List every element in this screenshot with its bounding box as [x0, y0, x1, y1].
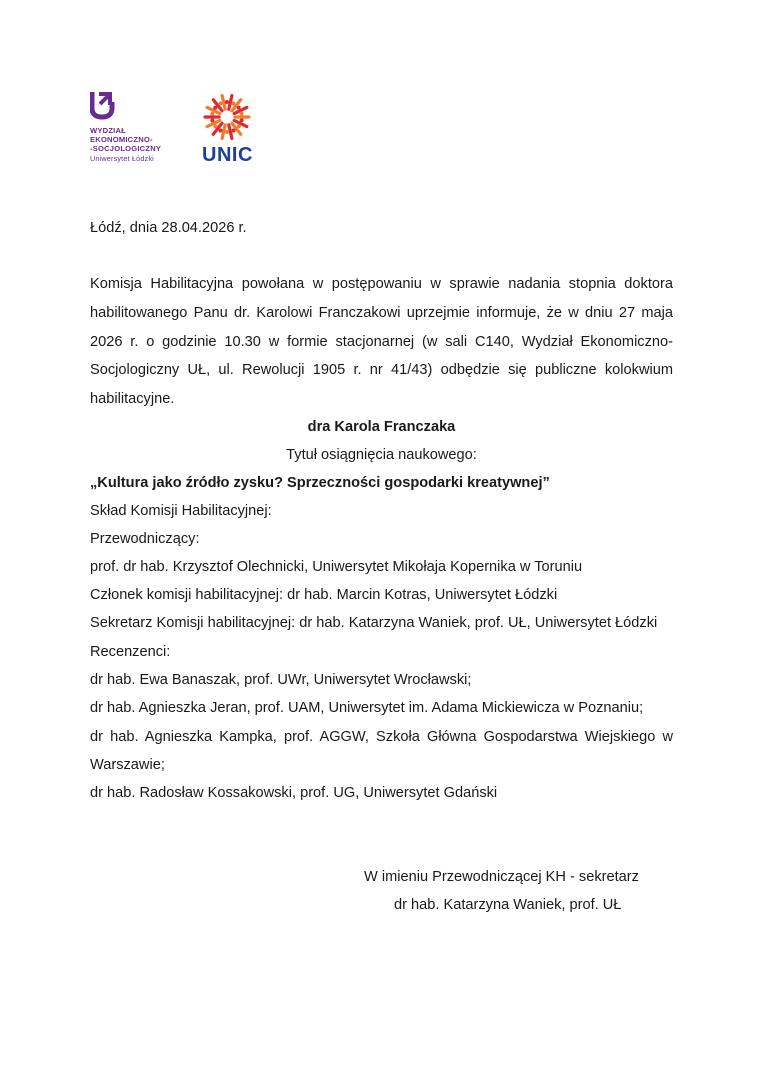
committee-member: Członek komisji habilitacyjnej: dr hab. Marcin Kotras, Uniwersytet Łódzki — [90, 587, 558, 603]
date-line: Łódź, dnia 28.04.2026 r. — [90, 220, 247, 236]
reviewer-2: dr hab. Agnieszka Jeran, prof. UAM, Uniwersytet im. Adama Mickiewicza w Poznaniu; — [90, 700, 644, 716]
sunburst-dot — [218, 102, 222, 106]
reviewer-3-line-2: Warszawie; — [90, 757, 165, 773]
sunburst-dot — [240, 112, 244, 116]
faculty-logo — [90, 90, 180, 170]
unic-sunburst-icon — [200, 92, 254, 142]
reviewer-3-line-1: dr hab. Agnieszka Kampka, prof. AGGW, Szkoła Główna Gospodarstwa Wiejskiego w — [90, 729, 673, 745]
sunburst-dot — [210, 118, 214, 122]
achievement-title: „Kultura jako źródło zysku? Sprzeczności gospodarki kreatywnej” — [90, 475, 550, 491]
body-line-4: Socjologiczny UŁ, ul. Rewolucji 1905 r. nr 41/43) odbędzie się publiczne kolokwium — [90, 362, 673, 378]
body-line-2: habilitowanego Panu dr. Karolowi Franczakowi uprzejmie informuje, że w dniu 27 maja — [90, 305, 673, 321]
sunburst-ray — [222, 96, 225, 110]
faculty-logo-mark-icon — [90, 90, 116, 120]
faculty-logo-line-2: EKONOMICZNO- — [90, 135, 153, 145]
signature-line-2: dr hab. Katarzyna Waniek, prof. UŁ — [394, 897, 622, 913]
achievement-title-label: Tytuł osiągnięcia naukowego: — [286, 447, 477, 463]
faculty-logo-line-1: WYDZIAŁ — [90, 126, 126, 135]
candidate-name: dra Karola Franczaka — [307, 419, 456, 435]
unic-logo — [200, 92, 260, 168]
sunburst-ray — [222, 125, 225, 139]
sunburst-ray — [229, 96, 232, 110]
signature-line-1: W imieniu Przewodniczącej KH - sekretarz — [364, 869, 639, 885]
reviewer-4: dr hab. Radosław Kossakowski, prof. UG, Uniwersytet Gdański — [90, 785, 498, 801]
faculty-logo-line-4: Uniwersytet Łódzki — [90, 153, 154, 163]
reviewers-label: Recenzenci: — [90, 644, 171, 660]
body-line-5: habilitacyjne. — [90, 391, 175, 407]
sunburst-dot — [225, 100, 229, 104]
body-line-1: Komisja Habilitacyjna powołana w postępowaniu w sprawie nadania stopnia doktora — [90, 276, 673, 292]
sunburst-dot — [225, 130, 229, 134]
faculty-logo-line-3: -SOCJOLOGICZNY — [90, 144, 162, 154]
unic-logo-text: UNIC — [202, 144, 253, 166]
committee-heading: Skład Komisji Habilitacyjnej: — [90, 503, 272, 519]
committee-secretary: Sekretarz Komisji habilitacyjnej: dr hab. Katarzyna Waniek, prof. UŁ, Uniwersytet Łódzki — [90, 615, 658, 631]
sunburst-ray — [229, 125, 232, 139]
chair-label: Przewodniczący: — [90, 531, 200, 547]
body-line-3: 2026 r. o godzinie 10.30 w formie stacjonarnej (w sali C140, Wydział Ekonomiczno- — [90, 334, 673, 350]
committee-chair: prof. dr hab. Krzysztof Olechnicki, Uniwersytet Mikołaja Kopernika w Toruniu — [90, 559, 583, 575]
faculty-logo-text — [90, 126, 161, 163]
reviewer-1: dr hab. Ewa Banaszak, prof. UWr, Uniwersytet Wrocławski; — [90, 672, 472, 688]
sunburst-dot — [232, 128, 236, 132]
